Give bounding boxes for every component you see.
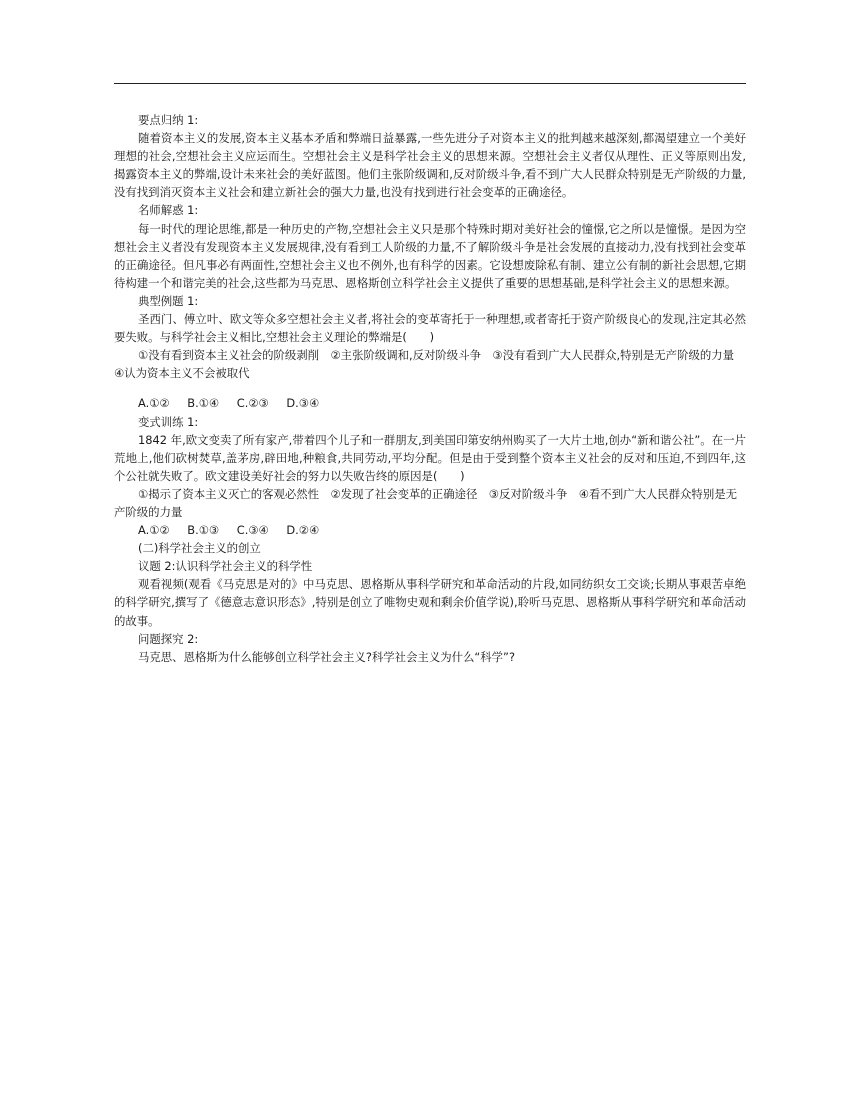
document-body — [114, 111, 746, 666]
practice-option-c: C.③④ — [236, 523, 269, 538]
example-question: 圣西门、傅立叶、欧文等众多空想社会主义者,将社会的变革寄托于一种理想,或者寄托于资产阶级良心的发现,注定其必然要失败。与科学社会主义相比,空想社会主义理论的弊端是( ) — [114, 312, 746, 345]
practice-options — [114, 521, 746, 539]
practice-option-d: D.②④ — [286, 523, 320, 538]
teacher-explanation-text: 每一时代的理论思维,都是一种历史的产物,空想社会主义只是那个特殊时期对美好社会的憧憬,它之所以是憧憬。是因为空想社会主义者没有发现资本主义发展规律,没有看到工人阶级的力量,不了解阶级斗争是社会发展的直接动力,没有找到社会变革的正确途径。但凡事必有两面性,空想社会主义也不例外,也有科学的因素。它设想废除私有制、建立公有制的新社会思想,它期待构建一个和谐完美的社会,这些都为马克思、恩格斯创立科学社会主义提供了重要的思想基础,是科学社会主义的思想来源。 — [114, 221, 746, 290]
section-heading: (二)科学社会主义的创立 — [138, 541, 261, 556]
topic-heading: 议题 2:认识科学社会主义的科学性 — [138, 559, 313, 574]
inquiry-question: 马克思、恩格斯为什么能够创立科学社会主义?科学社会主义为什么“科学”? — [138, 649, 516, 664]
example-heading: 典型例题 1: — [138, 293, 199, 308]
practice-question: 1842 年,欧文变卖了所有家产,带着四个儿子和一群朋友,到美国印第安纳州购买了一大片土地,创办“新和谐公社”。在一片荒地上,他们砍树焚草,盖茅房,辟田地,种粮食,共同劳动,平均分配。但是由于受到整个资本主义社会的反对和压迫,不到四年,这个公社就失败了。欧文建设美好社会的努力以失败告终的原因是( ) — [114, 432, 746, 483]
example-option-d: D.③④ — [286, 396, 320, 411]
example-option-a: A.①② — [138, 396, 170, 411]
practice-statements: ①揭示了资本主义灭亡的客观必然性 ②发现了社会变革的正确途径 ③反对阶级斗争 ④看不到广大人民群众特别是无产阶级的力量 — [114, 486, 737, 519]
topic-text: 观看视频(观看《马克思是对的》中马克思、恩格斯从事科学研究和革命活动的片段,如同纺织女工交谈;长期从事艰苦卓绝的科学研究,撰写了《德意志意识形态》,特别是创立了唯物史观和剩余价值学说),聆听马克思、恩格斯从事科学研究和革命活动的故事。 — [114, 577, 746, 628]
teacher-explanation-heading: 名师解惑 1: — [138, 203, 199, 218]
example-option-c: C.②③ — [236, 396, 269, 411]
practice-option-b: B.①③ — [187, 523, 220, 538]
key-points-text: 随着资本主义的发展,资本主义基本矛盾和弊端日益暴露,一些先进分子对资本主义的批判越来越深刻,都渴望建立一个美好理想的社会,空想社会主义应运而生。空想社会主义是科学社会主义的思想来源。空想社会主义者仅从理性、正义等原则出发,揭露资本主义的弊端,设计未来社会的美好蓝图。他们主张阶级调和,反对阶级斗争,看不到广大人民群众特别是无产阶级的力量,没有找到消灭资本主义社会和建立新社会的强大力量,也没有找到进行社会变革的正确途径。 — [114, 131, 746, 200]
example-option-b: B.①④ — [187, 396, 220, 411]
key-points-heading: 要点归纳 1: — [138, 113, 199, 127]
inquiry-heading: 问题探究 2: — [138, 631, 199, 646]
practice-heading: 变式训练 1: — [138, 414, 199, 429]
example-statements: ①没有看到资本主义社会的阶级剥削 ②主张阶级调和,反对阶级斗争 ③没有看到广大人民群众,特别是无产阶级的力量 ④认为资本主义不会被取代 — [114, 348, 746, 381]
practice-option-a: A.①② — [138, 523, 170, 538]
header-rule — [114, 83, 746, 84]
example-options — [114, 394, 746, 412]
